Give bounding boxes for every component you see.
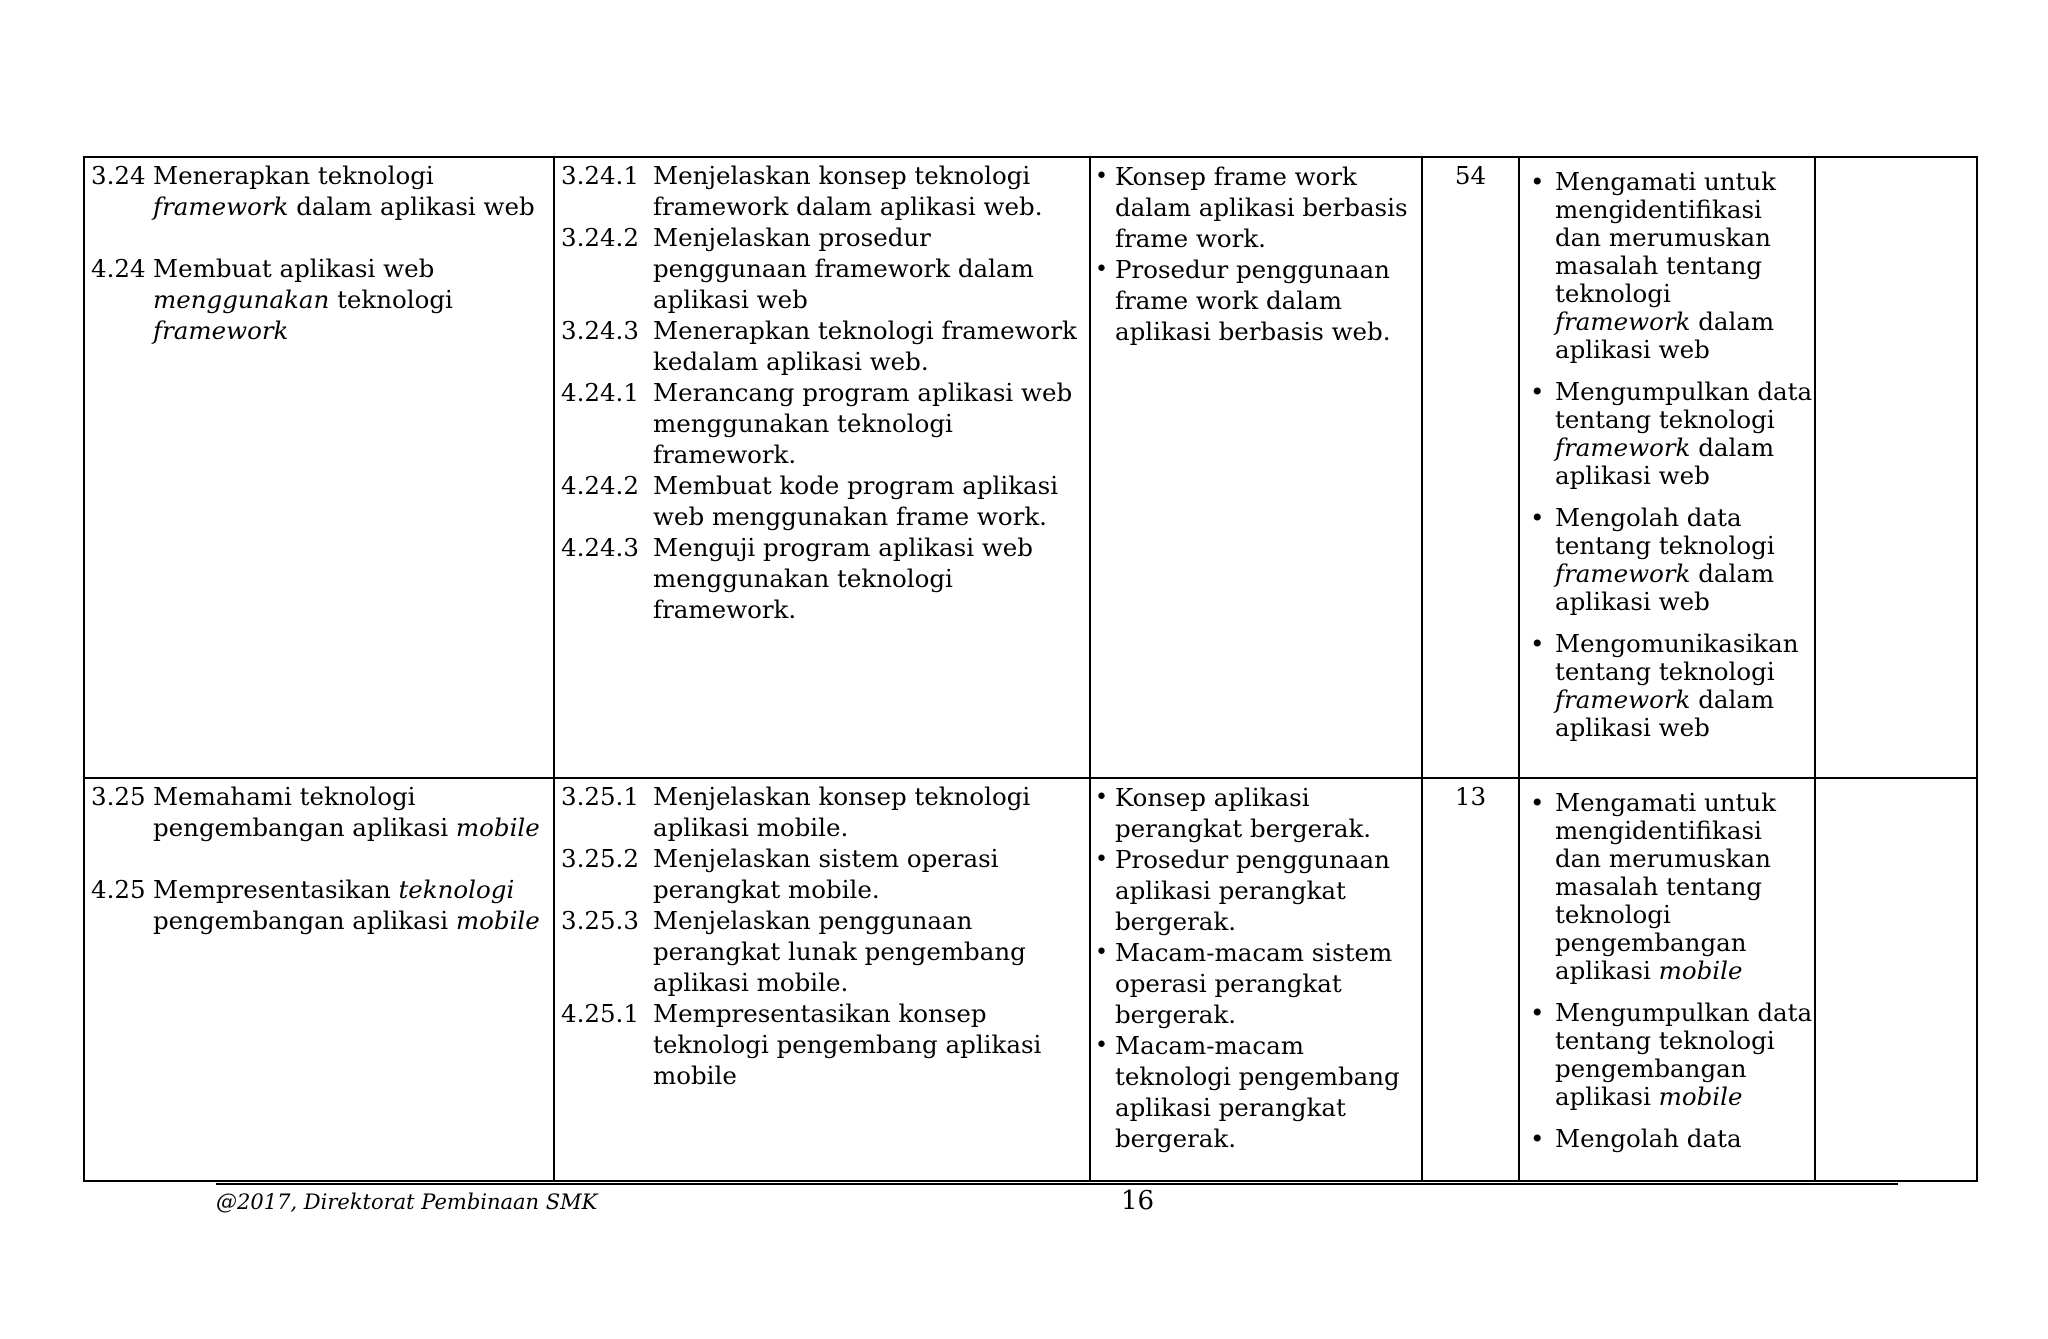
indikator-item xyxy=(561,160,1089,222)
materi-text: Prosedur penggunaan frame work dalam aplikasi berbasis web. xyxy=(1115,255,1391,346)
materi-pokok-cell xyxy=(1091,779,1423,1180)
kd-number: 4.25 xyxy=(91,875,146,904)
penilaian-cell xyxy=(1816,779,1980,1180)
indikator-text: Menerapkan teknologi framework kedalam aplikasi web. xyxy=(653,316,1077,376)
kd-text: Memahami teknologi pengembangan aplikasi mobile xyxy=(153,782,540,842)
materi-text: Macam-macam teknologi pengembang aplikasi perangkat bergerak. xyxy=(1115,1031,1400,1153)
jp-value: 54 xyxy=(1454,161,1487,190)
kegiatan-item xyxy=(1520,168,1814,364)
bullet-icon: • xyxy=(1530,377,1545,406)
table-row xyxy=(85,779,1976,1180)
indikator-item xyxy=(561,998,1089,1091)
materi-item xyxy=(1095,1030,1421,1154)
materi-item xyxy=(1095,782,1421,844)
bullet-icon: • xyxy=(1530,503,1545,532)
indikator-text: Menjelaskan konsep teknologi framework dalam aplikasi web. xyxy=(653,161,1043,221)
materi-text: Konsep frame work dalam aplikasi berbasis frame work. xyxy=(1115,162,1408,253)
materi-text: Prosedur penggunaan aplikasi perangkat bergerak. xyxy=(1115,845,1390,936)
indikator-text: Merancang program aplikasi web menggunakan teknologi framework. xyxy=(653,378,1073,469)
bullet-icon: • xyxy=(1530,788,1545,817)
kompetensi-dasar-cell xyxy=(85,158,555,777)
indikator-text: Mempresentasikan konsep teknologi pengembang aplikasi mobile xyxy=(653,999,1042,1090)
indikator-item xyxy=(561,377,1089,470)
indikator-text: Menjelaskan prosedur penggunaan framework dalam aplikasi web xyxy=(653,223,1034,314)
indikator-text: Menjelaskan konsep teknologi aplikasi mobile. xyxy=(653,782,1031,842)
kegiatan-text: Mengamati untuk mengidentifikasi dan merumuskan masalah tentang teknologi framework dalam aplikasi web xyxy=(1555,167,1776,364)
indikator-number: 3.25.2 xyxy=(561,844,639,873)
indikator-item xyxy=(561,843,1089,905)
indikator-number: 4.25.1 xyxy=(561,999,639,1028)
indikator-item xyxy=(561,532,1089,625)
kegiatan-text: Mengolah data tentang teknologi framework dalam aplikasi web xyxy=(1555,503,1775,616)
indikator-text: Menjelaskan sistem operasi perangkat mobile. xyxy=(653,844,999,904)
kd-text: Membuat aplikasi web menggunakan teknologi framework xyxy=(153,254,453,345)
indikator-number: 4.24.2 xyxy=(561,471,639,500)
bullet-icon: • xyxy=(1095,847,1108,872)
kegiatan-item xyxy=(1520,378,1814,490)
materi-item xyxy=(1095,161,1421,254)
materi-item xyxy=(1095,844,1421,937)
kd-item xyxy=(91,160,553,222)
indikator-item xyxy=(561,222,1089,315)
kegiatan-item xyxy=(1520,789,1814,985)
kegiatan-item xyxy=(1520,1125,1814,1153)
materi-pokok-cell xyxy=(1091,158,1423,777)
indikator-number: 3.24.2 xyxy=(561,223,639,252)
table-row xyxy=(85,158,1976,779)
jp-value: 13 xyxy=(1454,782,1487,811)
kegiatan-text: Mengolah data xyxy=(1555,1124,1742,1153)
indikator-number: 4.24.1 xyxy=(561,378,639,407)
footer-divider xyxy=(216,1183,1898,1185)
indikator-number: 3.24.1 xyxy=(561,161,639,190)
kegiatan-item xyxy=(1520,999,1814,1111)
kegiatan-text: Mengumpulkan data tentang teknologi framework dalam aplikasi web xyxy=(1555,377,1813,490)
kegiatan-pembelajaran-cell xyxy=(1520,779,1816,1180)
indikator-text: Membuat kode program aplikasi web menggunakan frame work. xyxy=(653,471,1059,531)
indikator-cell xyxy=(555,158,1091,777)
indikator-number: 3.25.1 xyxy=(561,782,639,811)
bullet-icon: • xyxy=(1530,1124,1545,1153)
materi-item xyxy=(1095,937,1421,1030)
bullet-icon: • xyxy=(1095,1033,1108,1058)
kompetensi-dasar-cell xyxy=(85,779,555,1180)
bullet-icon: • xyxy=(1530,167,1545,196)
kegiatan-item xyxy=(1520,630,1814,742)
penilaian-cell xyxy=(1816,158,1980,777)
kegiatan-text: Mengumpulkan data tentang teknologi pengembangan aplikasi mobile xyxy=(1555,998,1813,1111)
indikator-text: Menguji program aplikasi web menggunakan teknologi framework. xyxy=(653,533,1033,624)
bullet-icon: • xyxy=(1095,940,1108,965)
indikator-item xyxy=(561,315,1089,377)
kegiatan-text: Mengomunikasikan tentang teknologi framework dalam aplikasi web xyxy=(1555,629,1799,742)
materi-item xyxy=(1095,254,1421,347)
kegiatan-item xyxy=(1520,504,1814,616)
kd-text: Mempresentasikan teknologi pengembangan aplikasi mobile xyxy=(153,875,540,935)
kegiatan-text: Mengamati untuk mengidentifikasi dan merumuskan masalah tentang teknologi pengembangan aplikasi mobile xyxy=(1555,788,1776,985)
bullet-icon: • xyxy=(1095,785,1108,810)
kd-item xyxy=(91,874,553,936)
kd-item xyxy=(91,253,553,346)
indikator-cell xyxy=(555,779,1091,1180)
bullet-icon: • xyxy=(1530,629,1545,658)
indikator-text: Menjelaskan penggunaan perangkat lunak pengembang aplikasi mobile. xyxy=(653,906,1026,997)
kd-text: Menerapkan teknologi framework dalam aplikasi web xyxy=(153,161,535,221)
indikator-number: 3.25.3 xyxy=(561,906,639,935)
indikator-item xyxy=(561,470,1089,532)
indikator-item xyxy=(561,905,1089,998)
bullet-icon: • xyxy=(1095,257,1108,282)
kd-item xyxy=(91,781,553,843)
indikator-number: 4.24.3 xyxy=(561,533,639,562)
kd-number: 4.24 xyxy=(91,254,146,283)
indikator-item xyxy=(561,781,1089,843)
kegiatan-pembelajaran-cell xyxy=(1520,158,1816,777)
materi-text: Macam-macam sistem operasi perangkat bergerak. xyxy=(1115,938,1393,1029)
bullet-icon: • xyxy=(1530,998,1545,1027)
kd-number: 3.24 xyxy=(91,161,146,190)
alokasi-waktu-cell xyxy=(1423,158,1520,777)
alokasi-waktu-cell xyxy=(1423,779,1520,1180)
materi-text: Konsep aplikasi perangkat bergerak. xyxy=(1115,783,1372,843)
page-number: 16 xyxy=(1121,1186,1155,1216)
kd-number: 3.25 xyxy=(91,782,146,811)
footer-copyright: @2017, Direktorat Pembinaan SMK xyxy=(216,1190,598,1214)
bullet-icon: • xyxy=(1095,164,1108,189)
syllabus-table xyxy=(83,156,1978,1182)
indikator-number: 3.24.3 xyxy=(561,316,639,345)
